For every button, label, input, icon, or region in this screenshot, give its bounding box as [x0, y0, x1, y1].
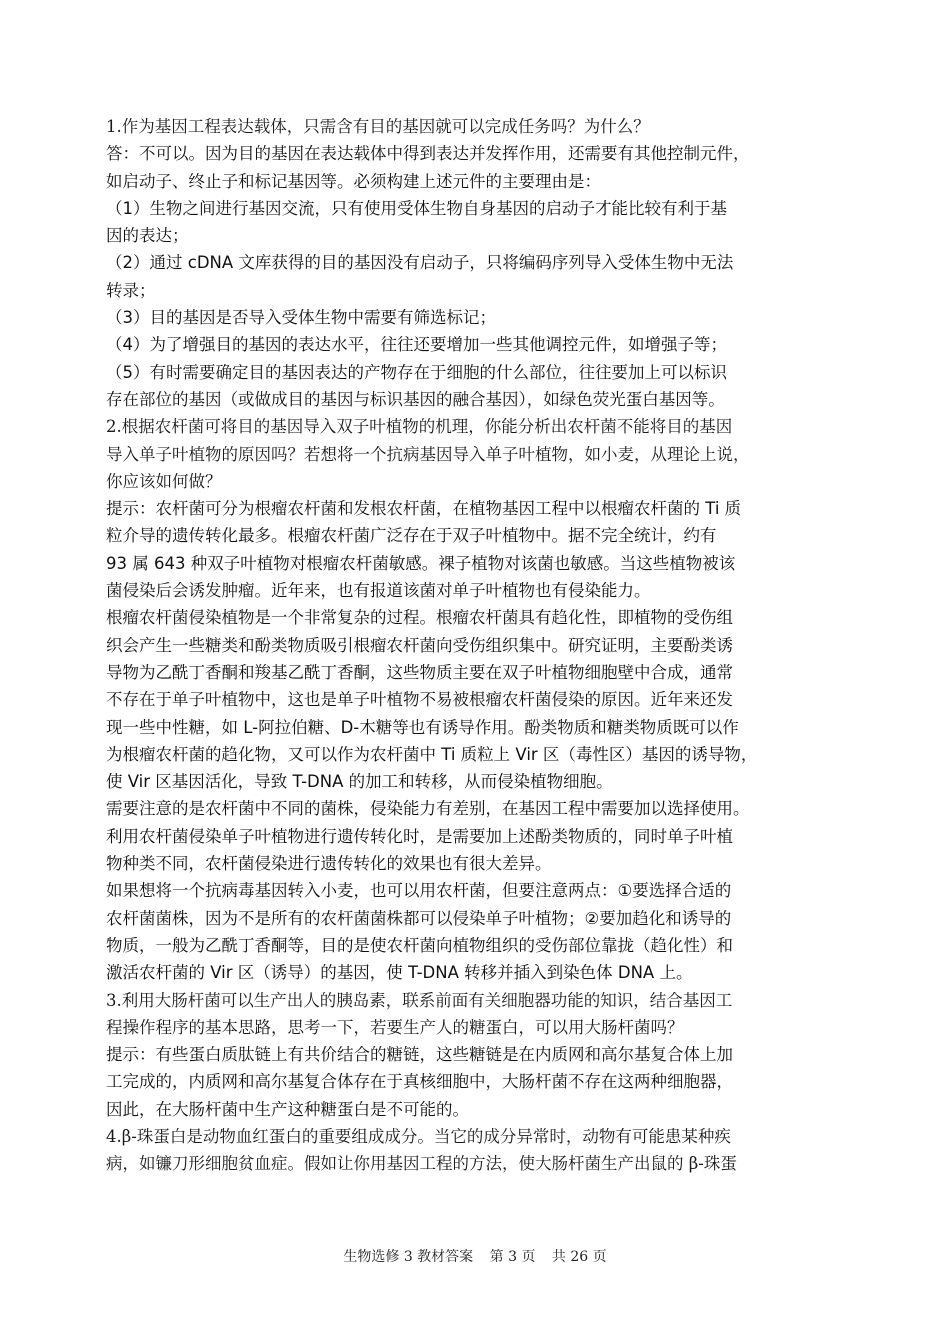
text-line: 3.利用大肠杆菌可以生产出人的胰岛素，联系前面有关细胞器功能的知识，结合基因工 — [106, 990, 733, 1010]
text-line: 4.β-珠蛋白是动物血红蛋白的重要组成成分。当它的成分异常时，动物有可能患某种疾 — [106, 1126, 731, 1146]
text-line: （5）有时需要确定目的基因表达的产物存在于细胞的什么部位，往往要加上可以标识 — [106, 362, 727, 382]
text-line: 因的表达； — [106, 226, 189, 246]
text-line: 2.根据农杆菌可将目的基因导入双子叶植物的机理，你能分析出农杆菌不能将目的基因 — [106, 417, 733, 437]
text-line: 激活农杆菌的 Vir 区（诱导）的基因，使 T-DNA 转移并插入到染色体 DNA 上。 — [106, 963, 693, 983]
document-body — [106, 113, 866, 1178]
text-line: 根瘤农杆菌侵染植物是一个非常复杂的过程。根瘤农杆菌具有趋化性，即植物的受伤组 — [106, 608, 733, 628]
text-line: 物质，一般为乙酰丁香酮等，目的是使农杆菌向植物组织的受伤部位靠拢（趋化性）和 — [106, 935, 733, 955]
text-line: 为根瘤农杆菌的趋化物，又可以作为农杆菌中 Ti 质粒上 Vir 区（毒性区）基因的诱导物， — [106, 744, 758, 764]
text-line: （3）目的基因是否导入受体生物中需要有筛选标记； — [106, 308, 496, 328]
text-line: 如果想将一个抗病毒基因转入小麦，也可以用农杆菌，但要注意两点：①要选择合适的 — [106, 881, 732, 901]
text-line: 现一些中性糖，如 L-阿拉伯糖、D-木糖等也有诱导作用。酚类物质和糖类物质既可以作 — [106, 717, 739, 737]
text-line: 1.作为基因工程表达载体，只需含有目的基因就可以完成任务吗？为什么？ — [106, 117, 650, 136]
text-line: 导物为乙酰丁香酮和羧基乙酰丁香酮，这些物质主要在双子叶植物细胞壁中合成，通常 — [106, 662, 733, 682]
text-line: 织会产生一些糖类和酚类物质吸引根瘤农杆菌向受伤组织集中。研究证明，主要酚类诱 — [106, 635, 733, 655]
footer-page-total: 共 26 页 — [551, 1249, 607, 1265]
text-line: 转录； — [106, 280, 156, 300]
text-line: 如启动子、终止子和标记基因等。必须构建上述元件的主要理由是： — [106, 171, 601, 191]
text-line: 答：不可以。因为目的基因在表达载体中得到表达并发挥作用，还需要有其他控制元件， — [106, 144, 750, 164]
text-line: 使 Vir 区基因活化，导致 T-DNA 的加工和转移，从而侵染植物细胞。 — [106, 772, 613, 792]
text-line: （2）通过 cDNA 文库获得的目的基因没有启动子，只将编码序列导入受体生物中无法 — [106, 253, 734, 273]
text-line: 菌侵染后会诱发肿瘤。近年来，也有报道该菌对单子叶植物也有侵染能力。 — [106, 581, 651, 601]
text-line: 程操作程序的基本思路，思考一下，若要生产人的糖蛋白，可以用大肠杆菌吗？ — [106, 1017, 684, 1037]
text-line: 物种类不同，农杆菌侵染进行遗传转化的效果也有很大差异。 — [106, 854, 552, 874]
text-line: 粒介导的遗传转化最多。根瘤农杆菌广泛存在于双子叶植物中。据不完全统计，约有 — [106, 526, 717, 546]
text-line: （4）为了增强目的基因的表达水平，往往还要增加一些其他调控元件，如增强子等； — [106, 335, 727, 355]
text-line: 你应该如何做？ — [106, 471, 222, 491]
text-line: 农杆菌菌株，因为不是所有的农杆菌菌株都可以侵染单子叶植物；②要加趋化和诱导的 — [106, 908, 732, 928]
page-footer — [0, 1246, 950, 1266]
text-line: 利用农杆菌侵染单子叶植物进行遗传转化时，是需要加上述酚类物质的，同时单子叶植 — [106, 826, 733, 846]
text-line: 存在部位的基因（或做成目的基因与标识基因的融合基因），如绿色荧光蛋白基因等。 — [106, 389, 725, 409]
text-line: 需要注意的是农杆菌中不同的菌株，侵染能力有差别，在基因工程中需要加以选择使用。 — [106, 799, 750, 819]
text-line: 93 属 643 种双子叶植物对根瘤农杆菌敏感。裸子植物对该菌也敏感。当这些植物被该 — [106, 553, 736, 573]
text-line: 不存在于单子叶植物中，这也是单子叶植物不易被根瘤农杆菌侵染的原因。近年来还发 — [106, 690, 733, 710]
text-line: （1）生物之间进行基因交流，只有使用受体生物自身基因的启动子才能比较有利于基 — [106, 198, 727, 218]
text-line: 提示：有些蛋白质肽链上有共价结合的糖链，这些糖链是在内质网和高尔基复合体上加 — [106, 1045, 733, 1065]
footer-doc-title: 生物选修 3 教材答案 — [343, 1249, 474, 1265]
text-line: 病，如镰刀形细胞贫血症。假如让你用基因工程的方法，使大肠杆菌生产出鼠的 β-珠蛋 — [106, 1154, 737, 1174]
text-line: 提示：农杆菌可分为根瘤农杆菌和发根农杆菌，在植物基因工程中以根瘤农杆菌的 Ti 质 — [106, 499, 742, 519]
text-line: 工完成的，内质网和高尔基复合体存在于真核细胞中，大肠杆菌不存在这两种细胞器， — [106, 1072, 733, 1092]
footer-page-number: 第 3 页 — [489, 1249, 536, 1265]
text-line: 因此，在大肠杆菌中生产这种糖蛋白是不可能的。 — [106, 1099, 469, 1119]
text-line: 导入单子叶植物的原因吗？若想将一个抗病基因导入单子叶植物，如小麦，从理论上说， — [106, 444, 750, 464]
